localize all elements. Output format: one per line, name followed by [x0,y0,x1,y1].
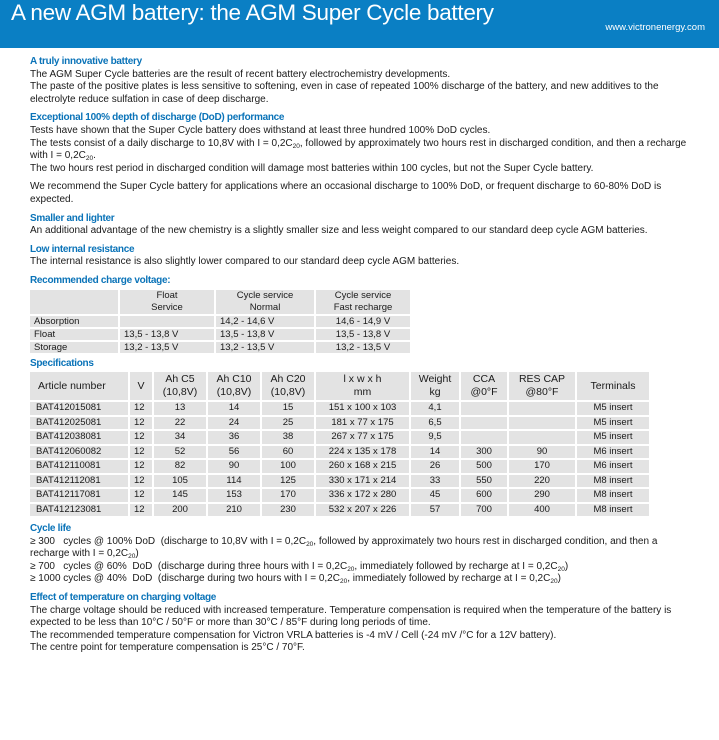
table-cell: 6,5 [410,416,460,431]
table-cell: 550 [460,474,508,489]
section-specifications [30,358,690,519]
table-cell: 82 [153,459,207,474]
table-row [29,503,650,518]
section-heading: Effect of temperature on charging voltage [30,592,217,604]
table-cell: M6 insert [576,445,650,460]
paragraph: The recommended temperature compensation for Victron VRLA batteries is -4 mV / Cell (-24 mV /°C for a 12V battery). [30,629,557,641]
table-cell: 224 x 135 x 178 [315,445,410,460]
section-heading: Cycle life [30,523,71,535]
table-cell: BAT412112081 [29,474,129,489]
section-cycle-life [30,523,690,586]
table-cell: 500 [460,459,508,474]
table-cell: 25 [261,416,315,431]
paragraph: The two hours rest period in discharged condition will damage most batteries within 100 cycles, but not the Super Cycle battery. [30,162,594,174]
table-cell: BAT412110081 [29,459,129,474]
table-row: Float 13,5 - 13,8 V 13,5 - 13,8 V 13,5 - 13,8 V [29,328,411,341]
table-cell: 230 [261,503,315,518]
paragraph: An additional advantage of the new chemistry is a slightly smaller size and less weight compared to our standard deep cycle AGM batteries. [30,225,648,237]
table-cell: 52 [153,445,207,460]
table-cell: BAT412015081 [29,401,129,416]
table-row [29,459,650,474]
table-cell: 12 [129,474,153,489]
table-cell: M6 insert [576,459,650,474]
section-resistance [30,244,690,269]
cycle-life-item: ≥ 300 cycles @ 100% DoD (discharge to 10,8V with $I = 0,2C_{20}$, followed by approximately two hours rest in discharged condition, and then a recharge with $I = 0,2C_{20}$) [30,535,661,561]
table-cell: 170 [508,459,576,474]
table-cell: 34 [153,430,207,445]
section-dod [30,112,690,206]
paragraph: Tests have shown that the Super Cycle battery does withstand at least three hundred 100% DoD cycles. [30,124,491,136]
table-cell: 290 [508,488,576,503]
table-cell [508,416,576,431]
section-heading: Low internal resistance [30,243,135,255]
table-cell: 15 [261,401,315,416]
document-body [30,56,690,655]
paragraph: The tests consist of a daily discharge to 10,8V with $I = 0,2C_{20}$, followed by approximately two hours rest in discharged condition, and then a recharge with $I = 0,2C_{20}$. [30,137,687,163]
table-row [29,430,650,445]
table-cell: 12 [129,401,153,416]
table-cell: 22 [153,416,207,431]
table-cell: BAT412025081 [29,416,129,431]
table-cell [460,416,508,431]
table-cell: M8 insert [576,474,650,489]
table-cell: 90 [207,459,261,474]
table-cell: 170 [261,488,315,503]
section-heading: Recommended charge voltage: [30,274,171,286]
table-cell: 57 [410,503,460,518]
table-cell: 300 [460,445,508,460]
paragraph: The AGM Super Cycle batteries are the result of recent battery electrochemistry developments. [30,68,451,80]
table-cell: M8 insert [576,503,650,518]
table-cell: M5 insert [576,416,650,431]
table-cell: 14 [207,401,261,416]
table-cell [460,401,508,416]
table-cell: 24 [207,416,261,431]
table-cell: 13 [153,401,207,416]
table-cell: 700 [460,503,508,518]
table-cell: 151 x 100 x 103 [315,401,410,416]
section-heading: Exceptional 100% depth of discharge (DoD) performance [30,112,285,124]
table-cell: 12 [129,445,153,460]
table-cell: 100 [261,459,315,474]
table-cell: 26 [410,459,460,474]
section-temperature [30,592,690,655]
cycle-life-item: ≥ 1000 cycles @ 40% DoD (discharge during two hours with $I = 0,2C_{20}$, immediately followed by recharge at $I = 0,2C_{20}$) [30,573,561,586]
table-cell: 9,5 [410,430,460,445]
table-cell: 220 [508,474,576,489]
table-row [29,416,650,431]
table-row [29,488,650,503]
paragraph: The charge voltage should be reduced with increased temperature. Temperature compensation is required when the temperature of the battery is expected to be less than 10°C / 50°F or more than 30°C / 85°F during long periods of time. [30,604,672,629]
page-title: A new AGM battery: the AGM Super Cycle battery [11,0,494,25]
section-heading: A truly innovative battery [30,56,142,67]
table-cell: 210 [207,503,261,518]
table-row: Absorption 14,2 - 14,6 V 14,6 - 14,9 V [29,315,411,328]
table-cell: 45 [410,488,460,503]
table-cell: 56 [207,445,261,460]
table-cell: 33 [410,474,460,489]
section-innovative [30,56,690,106]
table-cell: 125 [261,474,315,489]
table-cell: 14 [410,445,460,460]
table-cell: 12 [129,430,153,445]
table-cell: M5 insert [576,430,650,445]
section-heading: Smaller and lighter [30,212,115,224]
table-cell: 90 [508,445,576,460]
cycle-life-item: ≥ 700 cycles @ 60% DoD (discharge during three hours with $I = 0,2C_{20}$, immediately followed by recharge at $I = 0,2C_{20}$) [30,560,569,573]
table-cell [460,430,508,445]
paragraph: The centre point for temperature compensation is 25°C / 70°F. [30,642,305,654]
table-cell: 600 [460,488,508,503]
table-cell: M8 insert [576,488,650,503]
table-cell: 12 [129,459,153,474]
table-cell: 4,1 [410,401,460,416]
charge-voltage-table [28,288,412,355]
table-header-row: Float Service Cycle service Normal Cycle service Fast recharge [29,289,411,315]
table-cell: M5 insert [576,401,650,416]
website-url: www.victronenergy.com [605,22,705,33]
table-cell: BAT412123081 [29,503,129,518]
paragraph: The paste of the positive plates is less sensitive to softening, even in case of repeated 100% discharge of the battery, and new additives to the electrolyte reduce sulfation in case of deep discharge. [30,81,659,105]
paragraph: We recommend the Super Cycle battery for applications where an occasional discharge to 100% DoD, or frequent discharge to 60-80% DoD is expected. [30,181,662,205]
table-cell [508,430,576,445]
table-cell: 181 x 77 x 175 [315,416,410,431]
table-cell: 260 x 168 x 215 [315,459,410,474]
table-cell: BAT412038081 [29,430,129,445]
table-cell: BAT412117081 [29,488,129,503]
section-smaller [30,213,690,238]
table-cell: 36 [207,430,261,445]
table-cell: 267 x 77 x 175 [315,430,410,445]
section-heading: Specifications [30,357,94,369]
table-cell: 114 [207,474,261,489]
table-cell: 38 [261,430,315,445]
table-row: Storage 13,2 - 13,5 V 13,2 - 13,5 V 13,2 - 13,5 V [29,341,411,354]
table-cell: 145 [153,488,207,503]
table-cell: 153 [207,488,261,503]
table-cell: 532 x 207 x 226 [315,503,410,518]
table-cell [508,401,576,416]
table-row [29,401,650,416]
table-cell: 12 [129,416,153,431]
page-header [0,0,719,48]
table-row [29,445,650,460]
table-cell: 336 x 172 x 280 [315,488,410,503]
table-header-row: Article number V Ah C5 (10,8V) Ah C10 (10,8V) Ah C20 (10,8V) l x w x h mm Weight kg CCA @0°F RES CAP @80°F Terminals [29,371,650,401]
section-charge-voltage [30,275,690,355]
table-cell: 105 [153,474,207,489]
table-cell: 12 [129,503,153,518]
table-row [29,474,650,489]
table-cell: 400 [508,503,576,518]
table-cell: BAT412060082 [29,445,129,460]
table-cell: 330 x 171 x 214 [315,474,410,489]
table-cell: 200 [153,503,207,518]
paragraph: The internal resistance is also slightly lower compared to our standard deep cycle AGM batteries. [30,256,460,268]
specifications-table [28,370,651,518]
table-cell: 60 [261,445,315,460]
table-cell: 12 [129,488,153,503]
